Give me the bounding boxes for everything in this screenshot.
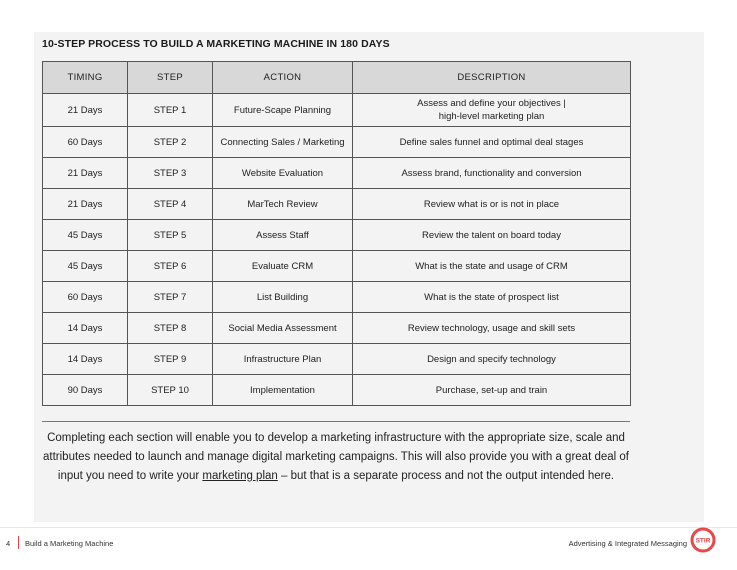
- description-cell: What is the state of prospect list: [353, 282, 631, 313]
- table-row: [43, 251, 631, 282]
- footer-divider: [0, 527, 737, 528]
- table-row: [43, 344, 631, 375]
- step-cell: STEP 6: [128, 251, 213, 282]
- accent-divider: [42, 421, 630, 422]
- action-cell: Connecting Sales / Marketing: [213, 127, 353, 158]
- table-row: [43, 189, 631, 220]
- description-cell: Design and specify technology: [353, 344, 631, 375]
- logo-text: STIR: [695, 537, 711, 545]
- footer-separator: [18, 536, 19, 549]
- timing-cell: 90 Days: [43, 375, 128, 406]
- timing-cell: 45 Days: [43, 251, 128, 282]
- stir-logo-icon: [690, 527, 716, 553]
- summary-text-end: – but that is a separate process and not the output intended here.: [277, 470, 615, 482]
- table-row: [43, 94, 631, 127]
- timing-cell: 14 Days: [43, 344, 128, 375]
- process-table: [42, 61, 631, 406]
- step-cell: STEP 7: [128, 282, 213, 313]
- table-row: [43, 220, 631, 251]
- table-row: [43, 375, 631, 406]
- action-cell: Infrastructure Plan: [213, 344, 353, 375]
- action-cell: Implementation: [213, 375, 353, 406]
- table-row: [43, 282, 631, 313]
- step-cell: STEP 2: [128, 127, 213, 158]
- timing-cell: 21 Days: [43, 189, 128, 220]
- description-cell: Review technology, usage and skill sets: [353, 313, 631, 344]
- summary-text: Completing each section will enable you to develop a marketing infrastructure with the appropriate size, scale and attributes needed to launch and manage digital marketing campaigns. This will also provide you with a great deal of input you need to write your: [43, 432, 629, 482]
- step-cell: STEP 9: [128, 344, 213, 375]
- description-cell: Purchase, set-up and train: [353, 375, 631, 406]
- description-cell: What is the state and usage of CRM: [353, 251, 631, 282]
- timing-cell: 60 Days: [43, 282, 128, 313]
- action-cell: Future-Scape Planning: [213, 94, 353, 127]
- page-number: 4: [6, 539, 11, 548]
- page-title: 10-STEP PROCESS TO BUILD A MARKETING MACHINE IN 180 DAYS: [42, 38, 390, 50]
- step-cell: STEP 1: [128, 94, 213, 127]
- timing-cell: 14 Days: [43, 313, 128, 344]
- action-cell: List Building: [213, 282, 353, 313]
- description-cell: Review the talent on board today: [353, 220, 631, 251]
- step-cell: STEP 8: [128, 313, 213, 344]
- table-row: [43, 158, 631, 189]
- description-line: high-level marketing plan: [438, 111, 545, 122]
- table-row: [43, 313, 631, 344]
- footer-document-title: Build a Marketing Machine: [25, 539, 114, 548]
- description-line: Assess and define your objectives |: [417, 98, 566, 109]
- timing-cell: 21 Days: [43, 94, 128, 127]
- table-header-row: [43, 62, 631, 94]
- summary-paragraph: [42, 429, 630, 486]
- timing-cell: 45 Days: [43, 220, 128, 251]
- step-cell: STEP 5: [128, 220, 213, 251]
- timing-cell: 21 Days: [43, 158, 128, 189]
- action-cell: MarTech Review: [213, 189, 353, 220]
- action-cell: Evaluate CRM: [213, 251, 353, 282]
- action-cell: Website Evaluation: [213, 158, 353, 189]
- description-cell: [353, 94, 631, 127]
- description-cell: Assess brand, functionality and conversion: [353, 158, 631, 189]
- description-cell: Review what is or is not in place: [353, 189, 631, 220]
- footer-tagline: Advertising & Integrated Messaging: [568, 539, 687, 548]
- timing-cell: 60 Days: [43, 127, 128, 158]
- header-description: DESCRIPTION: [353, 62, 631, 94]
- header-step: STEP: [128, 62, 213, 94]
- marketing-plan-link[interactable]: marketing plan: [202, 470, 278, 482]
- description-cell: Define sales funnel and optimal deal stages: [353, 127, 631, 158]
- step-cell: STEP 4: [128, 189, 213, 220]
- table-row: [43, 127, 631, 158]
- step-cell: STEP 3: [128, 158, 213, 189]
- step-cell: STEP 10: [128, 375, 213, 406]
- header-action: ACTION: [213, 62, 353, 94]
- header-timing: TIMING: [43, 62, 128, 94]
- action-cell: Assess Staff: [213, 220, 353, 251]
- action-cell: Social Media Assessment: [213, 313, 353, 344]
